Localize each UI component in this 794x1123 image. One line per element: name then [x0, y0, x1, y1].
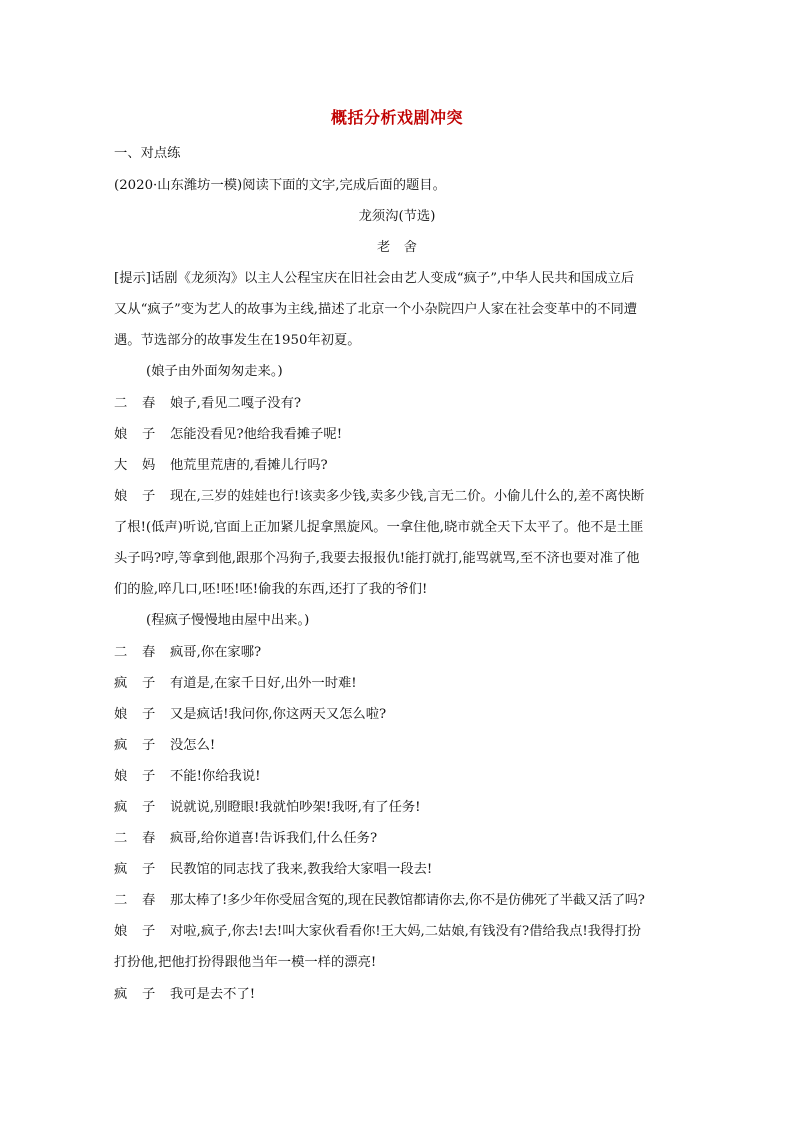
- dialogue-line: [114, 456, 328, 476]
- dialogue-line: [114, 425, 342, 445]
- dialogue-text: 我可是去不了!: [170, 987, 256, 1002]
- dialogue-text: 他荒里荒唐的,看摊儿行吗?: [170, 458, 328, 473]
- speaker: 娘 子: [114, 707, 156, 722]
- dialogue-line: [114, 891, 645, 911]
- dialogue-continuation: 头子吗?哼,等拿到他,跟那个冯狗子,我要去报报仇!能打就打,能骂就骂,至不济也要对准了他: [114, 551, 640, 566]
- dialogue-text: 怎能没看见?他给我看摊子呢!: [170, 427, 343, 442]
- speaker: 二 春: [114, 396, 156, 411]
- dialogue-text: 没怎么!: [170, 738, 216, 753]
- stage-direction: (程疯子慢慢地由屋中出来。): [146, 613, 310, 628]
- dialogue-continuation: 打扮他,把他打扮得跟他当年一模一样的漂亮!: [114, 955, 377, 970]
- dialogue-line: [114, 922, 641, 942]
- dialogue-text: 疯哥,你在家哪?: [170, 645, 262, 660]
- author: 老 舍: [377, 240, 417, 255]
- dialogue-text: 那太棒了!多少年你受屈含冤的,现在民教馆都请你去,你不是仿佛死了半截又活了吗?: [170, 893, 645, 908]
- speaker: 大 妈: [114, 458, 156, 473]
- dialogue-text: 不能!你给我说!: [170, 769, 261, 784]
- dialogue-text: 说就说,别瞪眼!我就怕吵架!我呀,有了任务!: [170, 800, 421, 815]
- speaker: 娘 子: [114, 769, 156, 784]
- speaker: 二 春: [114, 831, 156, 846]
- dialogue-text: 疯哥,给你道喜!告诉我们,什么任务?: [170, 831, 378, 846]
- dialogue-text: 对啦,疯子,你去!去!叫大家伙看看你!王大妈,二姑娘,有钱没有?借给我点!我得打扮: [170, 924, 641, 939]
- play-title: 龙须沟(节选): [358, 209, 436, 224]
- speaker: 疯 子: [114, 987, 156, 1002]
- hint-line: [提示]话剧《龙须沟》以主人公程宝庆在旧社会由艺人变成“疯子”,中华人民共和国成立后: [114, 271, 635, 286]
- dialogue-line: [114, 487, 644, 507]
- hint-line: 遇。节选部分的故事发生在1950年初夏。: [114, 333, 361, 348]
- speaker: 二 春: [114, 645, 156, 660]
- section-heading: 一、对点练: [114, 146, 181, 161]
- dialogue-line: [114, 736, 215, 756]
- dialogue-line: [114, 394, 301, 414]
- speaker: 二 春: [114, 893, 156, 908]
- dialogue-text: 娘子,看见二嘎子没有?: [170, 396, 302, 411]
- dialogue-line: [114, 674, 357, 694]
- page-title: 概括分析戏剧冲突: [330, 108, 463, 127]
- dialogue-continuation: 们的脸,啐几口,呸!呸!呸!偷我的东西,还打了我的爷们!: [114, 582, 428, 597]
- speaker: 娘 子: [114, 924, 156, 939]
- dialogue-line: [114, 985, 255, 1005]
- dialogue-line: [114, 643, 261, 663]
- dialogue-line: [114, 705, 386, 725]
- speaker: 疯 子: [114, 800, 156, 815]
- source-note: (2020·山东潍坊一模)阅读下面的文字,完成后面的题目。: [114, 178, 446, 193]
- dialogue-text: 又是疯话!我问你,你这两天又怎么啦?: [170, 707, 387, 722]
- speaker: 娘 子: [114, 489, 156, 504]
- speaker: 疯 子: [114, 676, 156, 691]
- dialogue-line: [114, 860, 432, 880]
- speaker: 娘 子: [114, 427, 156, 442]
- speaker: 疯 子: [114, 862, 156, 877]
- dialogue-text: 民教馆的同志找了我来,教我给大家唱一段去!: [170, 862, 433, 877]
- stage-direction: (娘子由外面匆匆走来。): [146, 364, 283, 379]
- dialogue-line: [114, 829, 377, 849]
- dialogue-line: [114, 798, 421, 818]
- dialogue-text: 现在,三岁的娃娃也行!该卖多少钱,卖多少钱,言无二价。小偷儿什么的,差不离快断: [170, 489, 645, 504]
- dialogue-line: [114, 767, 260, 787]
- dialogue-continuation: 了根!(低声)听说,官面上正加紧儿捉拿黑旋风。一拿住他,晓市就全天下太平了。他不是土匪: [114, 520, 644, 535]
- dialogue-text: 有道是,在家千日好,出外一时难!: [170, 676, 357, 691]
- hint-line: 又从“疯子”变为艺人的故事为主线,描述了北京一个小杂院四户人家在社会变革中的不同遭: [114, 302, 638, 317]
- speaker: 疯 子: [114, 738, 156, 753]
